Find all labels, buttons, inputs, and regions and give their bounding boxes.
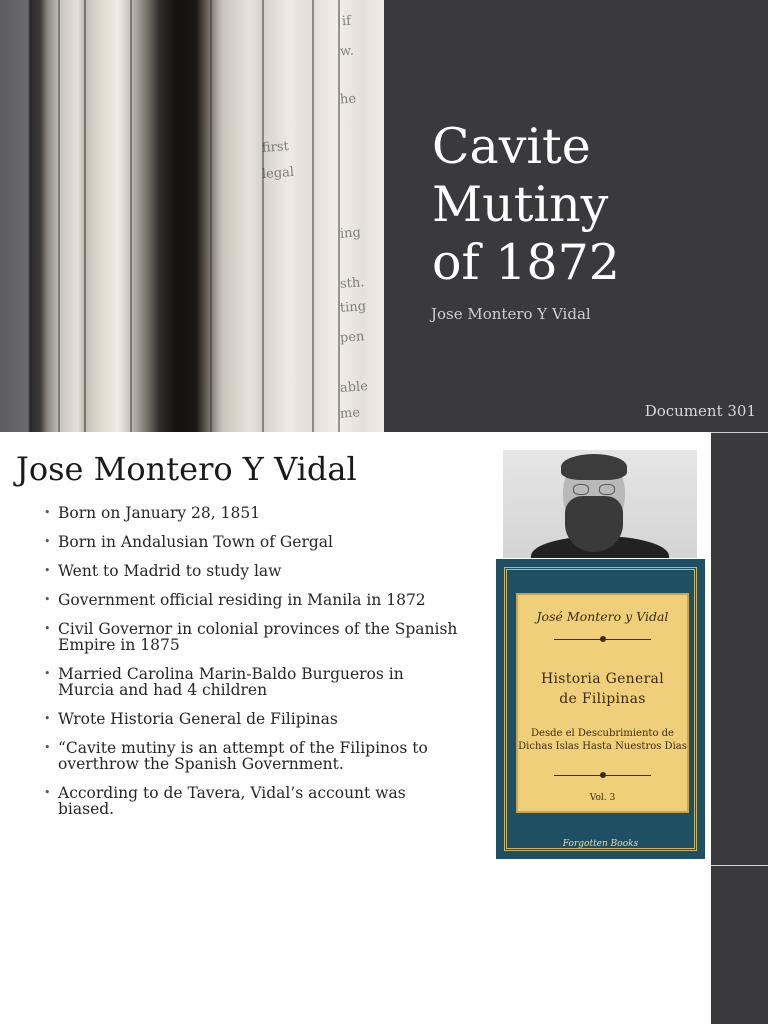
photo-word: w.: [339, 43, 355, 60]
photo-word: pen: [339, 329, 365, 346]
photo-word: sth.: [339, 275, 365, 292]
list-item: • Born on January 28, 1851: [44, 505, 464, 521]
author-portrait: [503, 450, 697, 558]
list-item: • According to de Tavera, Vidal’s account was biased.: [44, 785, 464, 817]
photo-word: first: [261, 139, 290, 156]
cover-subtitle: Desde el Descubrimiento de Dichas Islas Hasta Nuestros Dias: [518, 728, 687, 752]
list-item: • Went to Madrid to study law: [44, 563, 464, 579]
list-item: • Government official residing in Manila in 1872: [44, 592, 464, 608]
divider: [711, 432, 768, 433]
cover-volume: Vol. 3: [589, 793, 616, 803]
title-line: Mutiny: [432, 176, 609, 233]
cover-author: José Montero y Vidal: [536, 609, 669, 624]
photo-word: legal: [261, 164, 295, 183]
book-cover: [496, 559, 705, 859]
divider: [711, 865, 768, 866]
slide-title: Jose Montero Y Vidal: [16, 450, 357, 488]
photo-word: he: [339, 91, 357, 108]
biography-slide: [0, 432, 768, 1024]
cover-publisher: Forgotten Books: [562, 839, 639, 849]
title-line: Cavite: [432, 118, 591, 175]
photo-word: ing: [339, 225, 362, 242]
list-item: • Wrote Historia General de Filipinas: [44, 711, 464, 727]
photo-word: if: [341, 13, 352, 30]
side-accent-bar: [711, 432, 768, 1024]
bullet-list: [44, 505, 464, 830]
book-pages-photo: [0, 0, 384, 432]
document-label: Document 301: [644, 402, 756, 420]
list-item: • Married Carolina Marin-Baldo Burgueros in Murcia and had 4 children: [44, 666, 464, 698]
title-line: of 1872: [432, 234, 620, 291]
list-item: • “Cavite mutiny is an attempt of the Filipinos to overthrow the Spanish Government.: [44, 740, 464, 772]
photo-word: able: [339, 379, 369, 396]
photo-word: me: [339, 405, 361, 422]
cover-title: Historia General de Filipinas: [541, 671, 664, 707]
title-slide: [0, 0, 768, 432]
list-item: • Civil Governor in colonial provinces of the Spanish Empire in 1875: [44, 621, 464, 653]
slide-title: [432, 118, 752, 292]
photo-word: ting: [339, 299, 367, 316]
slide-subtitle: Jose Montero Y Vidal: [431, 305, 591, 323]
list-item: • Born in Andalusian Town of Gergal: [44, 534, 464, 550]
